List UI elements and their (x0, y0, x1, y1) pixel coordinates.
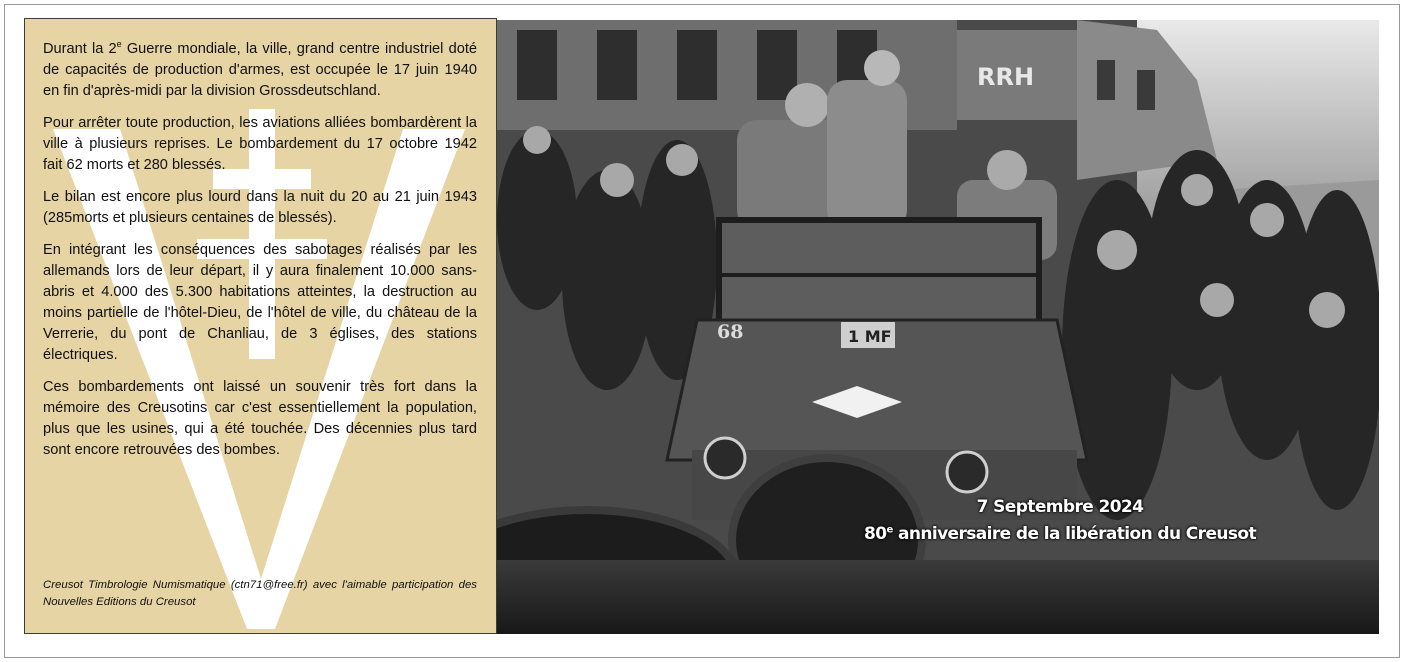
paragraph-1943-toll: Le bilan est encore plus lourd dans la nuit du 20 au 21 juin 1943 (285morts et plusieurs centaines de blessés). (43, 189, 477, 226)
caption-date: 7 Septembre 2024 (976, 497, 1144, 517)
paragraph-memory: Ces bombardements ont laissé un souvenir très fort dans la mémoire des Creusotins car c'est essentiellement la population, plus que les usines, qui a été touchée. Des décennies plus tard sont encore retrouvées des bombes. (43, 379, 477, 458)
paragraph-destruction: En intégrant les conséquences des sabotages réalisés par les allemands lors de leur départ, il y aura finalement 10.000 sans-abris et 4.000 des 5.300 habitations atteintes, la destruction au moins partielle de l'hôtel-Dieu, de l'hôtel de ville, du château de la Verrerie, du pont de Chanliau, de 3 églises, des stations électriques. (43, 242, 477, 363)
history-text (43, 39, 477, 472)
history-text-panel (24, 18, 497, 634)
jeep-number: 68 (717, 321, 744, 343)
paragraph-occupation: Durant la 2e Guerre mondiale, la ville, grand centre industriel doté de capacités de production d'armes, est occupée le 17 juin 1940 en fin d'après-midi par la division Grossdeutschland. (43, 39, 477, 99)
credit-text: Creusot Timbrologie Numismatique (ctn71@free.fr) avec l'aimable participation des Nouvelles Editions du Creusot (43, 579, 477, 608)
caption-title: 80e anniversaire de la libération du Creusot (863, 524, 1257, 544)
paragraph-bombings: Pour arrêter toute production, les aviations alliées bombardèrent la ville à plusieurs reprises. Le bombardement du 17 octobre 1942 fait 62 morts et 280 blessés. (43, 115, 477, 173)
commemoration-caption (810, 494, 1310, 548)
shop-sign-text: RRH (977, 63, 1035, 91)
jeep-plate: 1 MF (848, 327, 892, 346)
